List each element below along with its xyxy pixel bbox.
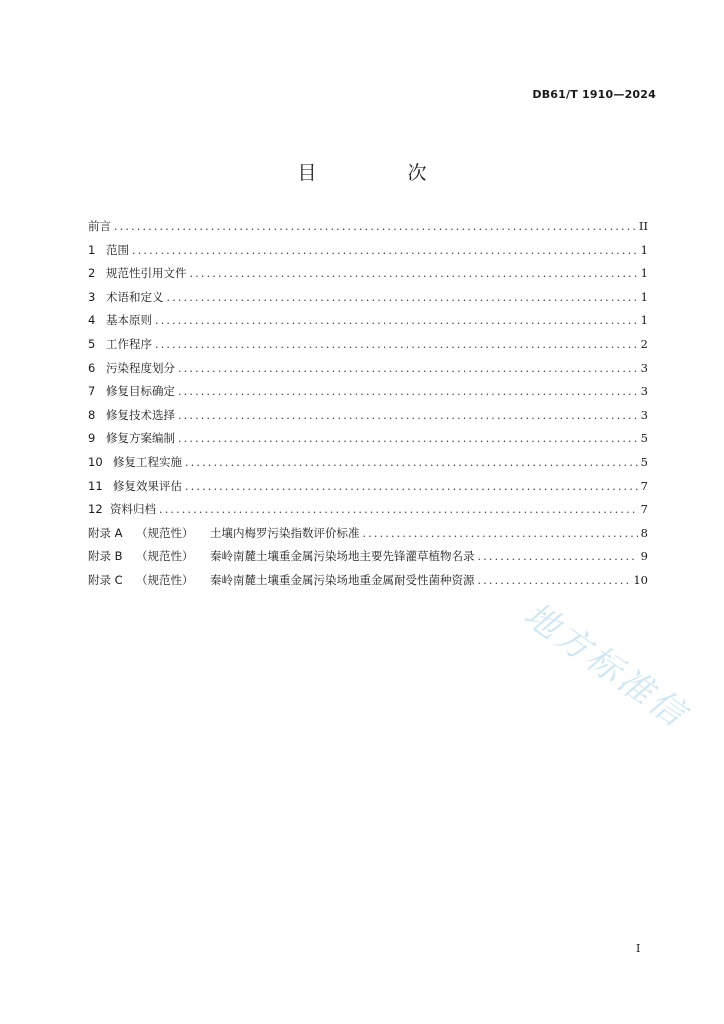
dot-leader [478,545,638,569]
dot-leader [178,404,638,428]
toc-entry-number: 6 [88,360,96,375]
toc-entry-label [88,475,182,499]
toc-entry-label [88,380,175,404]
toc-entry-text: 修复方案编制 [106,431,175,446]
toc-entry-number: 4 [88,313,96,328]
dot-leader [167,286,638,310]
toc-entry-text: 修复工程实施 [113,454,182,469]
dot-leader [363,522,638,546]
dot-leader [185,475,638,499]
toc-page-number: 1 [640,313,648,328]
toc-entry-type: （规范性） [136,549,194,564]
standard-code: DB61/T 1910—2024 [532,88,656,101]
toc-entry-type: （规范性） [136,525,194,540]
toc-entry-label [88,522,360,546]
dot-leader [132,239,638,263]
toc-entry-label [88,239,129,263]
toc-entry[interactable] [88,333,648,357]
toc-entry-text: 修复技术选择 [106,407,175,422]
toc-page-number: II [638,219,648,233]
toc-entry-text: 土壤内梅罗污染指数评价标准 [210,525,360,540]
toc-page-number: 10 [633,572,648,587]
toc-entry-text: 范围 [106,242,129,257]
toc-entry[interactable] [88,215,648,239]
toc-entry-label [88,286,164,310]
toc-entry-number: 5 [88,336,96,351]
dot-leader [178,380,638,404]
toc-page-number: 3 [640,407,648,422]
toc-entry-label [88,404,175,428]
toc-entry-label [88,427,175,451]
toc-entry-label [88,451,182,475]
dot-leader [114,215,636,239]
toc-entry-number: 1 [88,242,96,257]
toc-page-number: 5 [640,431,648,446]
dot-leader [159,498,638,522]
toc-entry[interactable] [88,522,648,546]
toc-entry[interactable] [88,239,648,263]
toc-entry-number: 10 [88,454,103,469]
toc-entry-label [88,498,156,522]
table-of-contents [88,215,648,593]
toc-entry-label [88,333,152,357]
toc-entry-number: 2 [88,266,96,281]
toc-entry-number: 8 [88,407,96,422]
toc-page-number: 1 [640,289,648,304]
toc-page-number: 8 [640,525,648,540]
toc-entry-text: 基本原则 [106,313,152,328]
toc-entry-text: 修复目标确定 [106,384,175,399]
toc-entry-number: 11 [88,478,103,493]
dot-leader [178,357,638,381]
dot-leader [155,333,638,357]
toc-entry-type: （规范性） [136,572,194,587]
toc-entry-label [88,545,475,569]
dot-leader [190,262,638,286]
toc-entry-text: 秦岭南麓土壤重金属污染场地重金属耐受性菌种资源 [210,572,475,587]
toc-entry[interactable] [88,451,648,475]
toc-entry-label [88,569,475,593]
toc-entry-number: 12 [88,502,103,517]
toc-entry[interactable] [88,475,648,499]
toc-page-number: 3 [640,384,648,399]
toc-entry[interactable] [88,309,648,333]
dot-leader [478,569,631,593]
toc-entry[interactable] [88,498,648,522]
toc-entry-number: 附录 C [88,572,123,587]
toc-page-number: 7 [640,502,648,517]
toc-entry-label [88,357,175,381]
toc-entry-text: 秦岭南麓土壤重金属污染场地主要先锋灌草植物名录 [210,549,475,564]
toc-page-number: 7 [640,478,648,493]
toc-entry[interactable] [88,380,648,404]
toc-page-number: 1 [640,266,648,281]
toc-entry-text: 污染程度划分 [106,360,175,375]
toc-entry[interactable] [88,404,648,428]
toc-entry[interactable] [88,262,648,286]
page-number: I [636,942,641,955]
toc-entry-label: 前言 [88,219,111,233]
toc-entry-number: 附录 B [88,549,123,564]
toc-entry[interactable] [88,427,648,451]
dot-leader [178,427,638,451]
toc-entry-text: 工作程序 [106,336,152,351]
toc-entry-text: 术语和定义 [106,289,164,304]
page-title: 目 次 [297,162,463,184]
toc-entry-number: 9 [88,431,96,446]
toc-entry-text: 规范性引用文件 [106,266,187,281]
toc-entry[interactable] [88,357,648,381]
dot-leader [185,451,638,475]
toc-entry[interactable] [88,286,648,310]
toc-page-number: 2 [640,336,648,351]
toc-entry-number: 3 [88,289,96,304]
toc-page-number: 3 [640,360,648,375]
toc-entry-label [88,309,152,333]
toc-entry-text: 修复效果评估 [113,478,182,493]
toc-entry-number: 7 [88,384,96,399]
toc-entry-number: 附录 A [88,525,123,540]
watermark: 地方标准信 [516,594,696,737]
toc-entry[interactable] [88,569,648,593]
dot-leader [155,309,638,333]
toc-entry-text: 资料归档 [110,502,156,517]
toc-page-number: 1 [640,242,648,257]
toc-page-number: 5 [640,454,648,469]
toc-page-number: 9 [640,549,648,564]
toc-entry-label [88,262,187,286]
toc-entry[interactable] [88,545,648,569]
